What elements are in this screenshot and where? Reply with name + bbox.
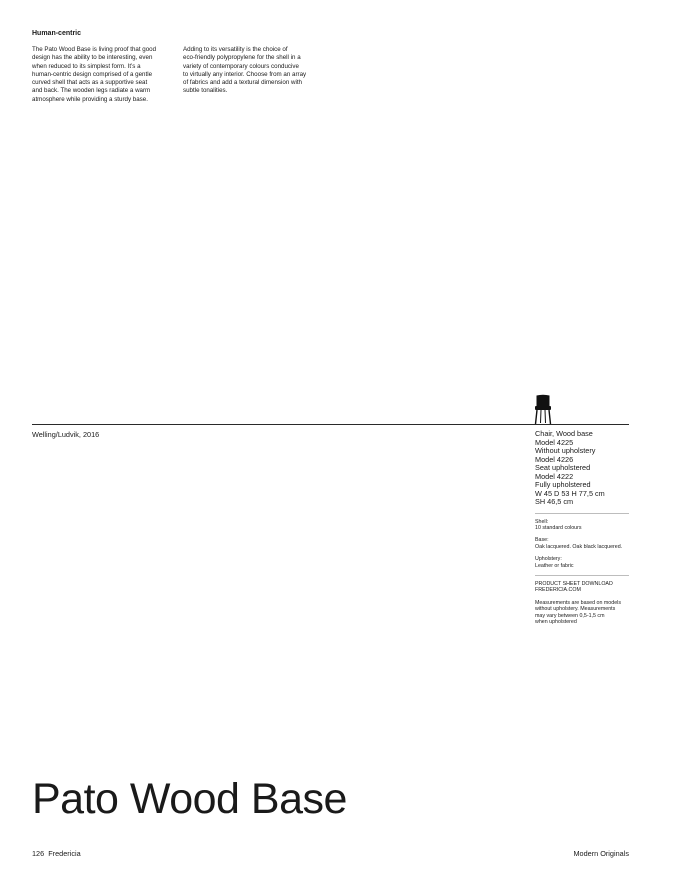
spec-line: Without upholstery	[535, 446, 596, 455]
page-number-brand: 126 Fredericia	[32, 849, 81, 858]
measurement-note: Measurements are based on models without upholstery. Measurements may vary between 0,5-1,5 cm when upholstered	[535, 599, 621, 625]
spec-panel	[535, 430, 629, 631]
base-info: Base: Oak lacquered. Oak black lacquered.	[535, 537, 623, 550]
section-name: Modern Originals	[573, 849, 629, 858]
intro-column-2: Adding to its versatility is the choice of eco-friendly polypropylene for the shell in a variety of contemporary colours conducive to virtually any interior. Choose from an array of fabrics and add a textural dimension with subtle tonalities.	[183, 46, 307, 95]
spec-line: Model 4222	[535, 471, 574, 481]
spec-line: SH 46,5 cm	[535, 497, 574, 506]
spec-line: Fully upholstered	[535, 480, 591, 489]
spec-list	[535, 430, 629, 507]
spec-divider	[535, 575, 629, 576]
designer-credit: Welling/Ludvik, 2016	[32, 430, 100, 439]
shell-info: Shell: 10 standard colours	[535, 518, 582, 531]
product-title: Pato Wood Base	[32, 775, 347, 823]
product-sheet-link[interactable]: PRODUCT SHEET DOWNLOAD FREDERICIA.COM	[535, 580, 613, 594]
spec-line: Model 4225	[535, 437, 574, 447]
chair-icon	[532, 394, 554, 424]
spec-line: W 45 D 53 H 77,5 cm	[535, 488, 605, 498]
materials	[535, 519, 629, 569]
horizontal-rule	[32, 424, 629, 425]
upholstery-info: Upholstery: Leather or fabric	[535, 556, 574, 569]
spec-line: Model 4226	[535, 454, 574, 464]
download-notes	[535, 581, 629, 625]
spec-line: Seat upholstered	[535, 463, 591, 472]
spec-divider	[535, 513, 629, 514]
spec-line: Chair, Wood base	[535, 429, 593, 438]
intro-column-1: The Pato Wood Base is living proof that good design has the ability to be interesting, even when reduced to its simplest form. It’s a human-centric design comprised of a gentle curved shell that acts as a supportive seat and back. The wooden legs radiate a warm atmosphere while providing a sturdy base.	[32, 46, 157, 103]
intro-heading: Human-centric	[32, 30, 82, 37]
